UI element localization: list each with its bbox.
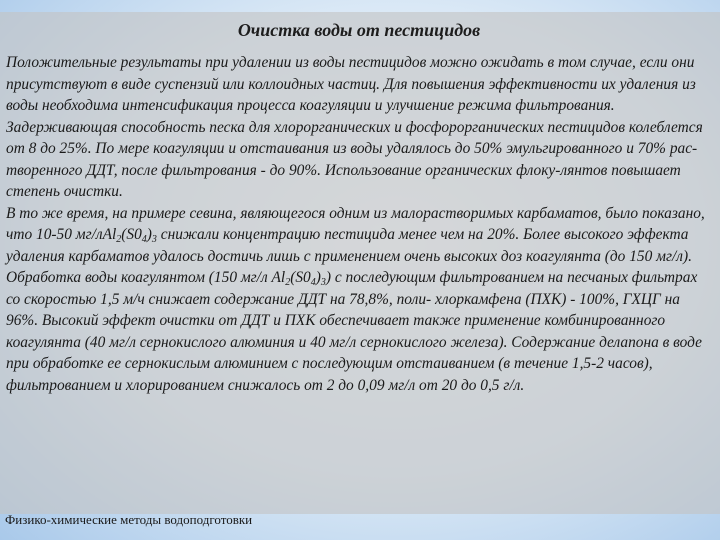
paragraph-coagulant-text-3: ) [315, 269, 321, 286]
slide-body [6, 52, 712, 396]
slide-title [0, 20, 720, 41]
subscript: 4 [310, 277, 316, 288]
subscript: 3 [320, 277, 326, 288]
subscript: 4 [141, 234, 147, 245]
subscript: 2 [116, 234, 122, 245]
paragraph-sevin-text-4: снижали концентрацию пестицида менее чем на 20%. Более высокого эффекта удаления карбаматов удалось достичь лишь с применением очень высоких доз коагулянта (до 150 мг/л). [6, 226, 692, 265]
paragraph-coagulant-text-2: (S0 [290, 269, 311, 286]
subscript: 2 [285, 277, 291, 288]
paragraph-sevin-text-2: (S0 [121, 226, 142, 243]
slide-title-text: Очистка воды от пестицидов [237, 20, 481, 40]
subscript: 3 [151, 234, 157, 245]
paragraph-coagulant-treatment [6, 267, 712, 396]
paragraph-sevin-text-1: В то же время, на примере севина, являющегося одним из малорастворимых карбаматов, было показано, что 10-50 мг/лAl [6, 204, 705, 243]
paragraph-pesticide-removal: Положительные результаты при удалении из воды пестицидов можно ожидать в том случае, если они присутствуют в виде суспензий или коллоидных частиц. Для повышения эффективности их удаления из воды необходима интенсификация процесса коагуляции и улучшение режима фильтрования. Задерживающая способность песка для хлорорганических и фосфорорганических пестицидов колеблется от 8 до 25%. По мере коагуляции и отстаивания из воды удалялось до 50% эмульгированного и 70% рас-творенного ДДТ, после фильтрования - до 90%. Использование органических флоку-лянтов повышает степень очистки. [6, 54, 703, 200]
paragraph-coagulant-text-1: Обработка воды коагулянтом (150 мг/л Al [6, 269, 286, 286]
slide-footer: Физико-химические методы водоподготовки [5, 512, 253, 527]
paragraph-coagulant-text-4: ) с последующим фильтрованием на песчаных фильтрах со скоростью 1,5 м/ч снижает содержание ДДТ на 78,8%, поли- хлоркамфена (ПХК) - 100%, ГХЦГ на 96%. Высокий эффект очистки от ДДТ и ПХК обеспечивает также применение комбинированного коагулянта (40 мг/л сернокислого алюминия и 40 мг/л сернокислого железа). Содержание делапона в воде при обработке ее сернокислым алюминием с последующим отстаиванием (в течение 1,5-2 часов), фильтрованием и хлорированием снижалось от 2 до 0,09 мг/л от 20 до 0,5 г/л. [6, 269, 702, 394]
paragraph-sevin-carbamates [6, 203, 712, 268]
paragraph-sevin-text-3: ) [146, 226, 152, 243]
